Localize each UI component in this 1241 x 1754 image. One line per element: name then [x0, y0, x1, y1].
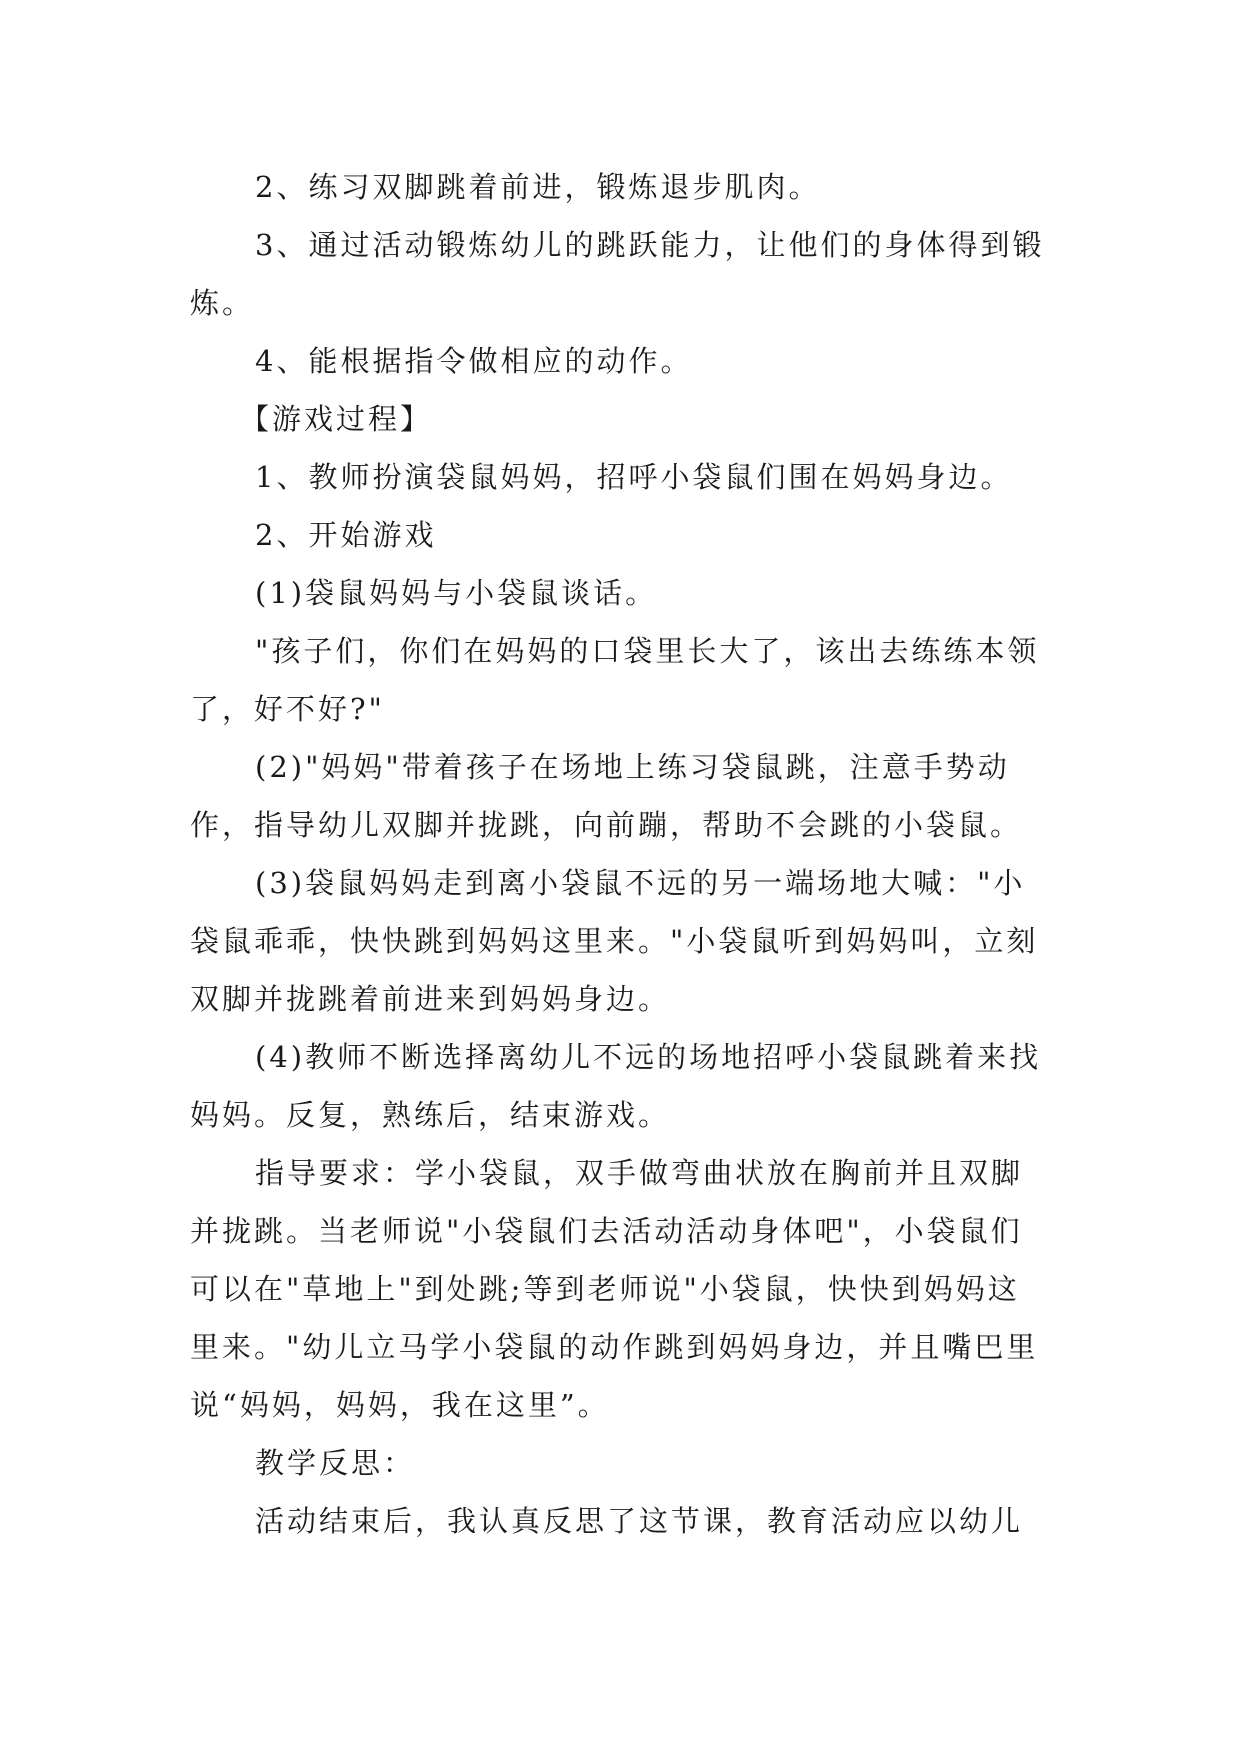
section-heading-game-process: 【游戏过程】 [240, 402, 433, 436]
paragraph-dialogue: "孩子们，你们在妈妈的口袋里长大了，该出去练练本领了，好不好?" [190, 634, 1040, 726]
paragraph-substep-1: (1)袋鼠妈妈与小袋鼠谈话。 [255, 576, 658, 610]
paragraph-step-1: 1、教师扮演袋鼠妈妈，招呼小袋鼠们围在妈妈身边。 [255, 460, 1013, 494]
document-body [190, 158, 1050, 1550]
paragraph-goal-4: 4、能根据指令做相应的动作。 [255, 344, 693, 378]
paragraph-substep-2: (2)"妈妈"带着孩子在场地上练习袋鼠跳，注意手势动作，指导幼儿双脚并拢跳，向前蹦，帮助不会跳的小袋鼠。 [190, 750, 1023, 842]
paragraph-step-2: 2、开始游戏 [255, 518, 437, 552]
paragraph-guidance: 指导要求：学小袋鼠，双手做弯曲状放在胸前并且双脚并拢跳。当老师说"小袋鼠们去活动活动身体吧"，小袋鼠们可以在"草地上"到处跳;等到老师说"小袋鼠，快快到妈妈这里来。"幼儿立马学小袋鼠的动作跳到妈妈身边，并且嘴巴里说“妈妈，妈妈，我在这里”。 [190, 1156, 1039, 1422]
paragraph-reflection-heading: 教学反思： [255, 1446, 416, 1480]
paragraph-goal-3: 3、通过活动锻炼幼儿的跳跃能力，让他们的身体得到锻炼。 [190, 228, 1045, 320]
paragraph-substep-3: (3)袋鼠妈妈走到离小袋鼠不远的另一端场地大喊："小袋鼠乖乖，快快跳到妈妈这里来。"小袋鼠听到妈妈叫，立刻双脚并拢跳着前进来到妈妈身边。 [190, 866, 1039, 1016]
paragraph-reflection-body: 活动结束后，我认真反思了这节课，教育活动应以幼儿 [255, 1504, 1024, 1538]
paragraph-substep-4: (4)教师不断选择离幼儿不远的场地招呼小袋鼠跳着来找妈妈。反复，熟练后，结束游戏。 [190, 1040, 1042, 1132]
paragraph-goal-2: 2、练习双脚跳着前进，锻炼退步肌肉。 [255, 170, 821, 204]
